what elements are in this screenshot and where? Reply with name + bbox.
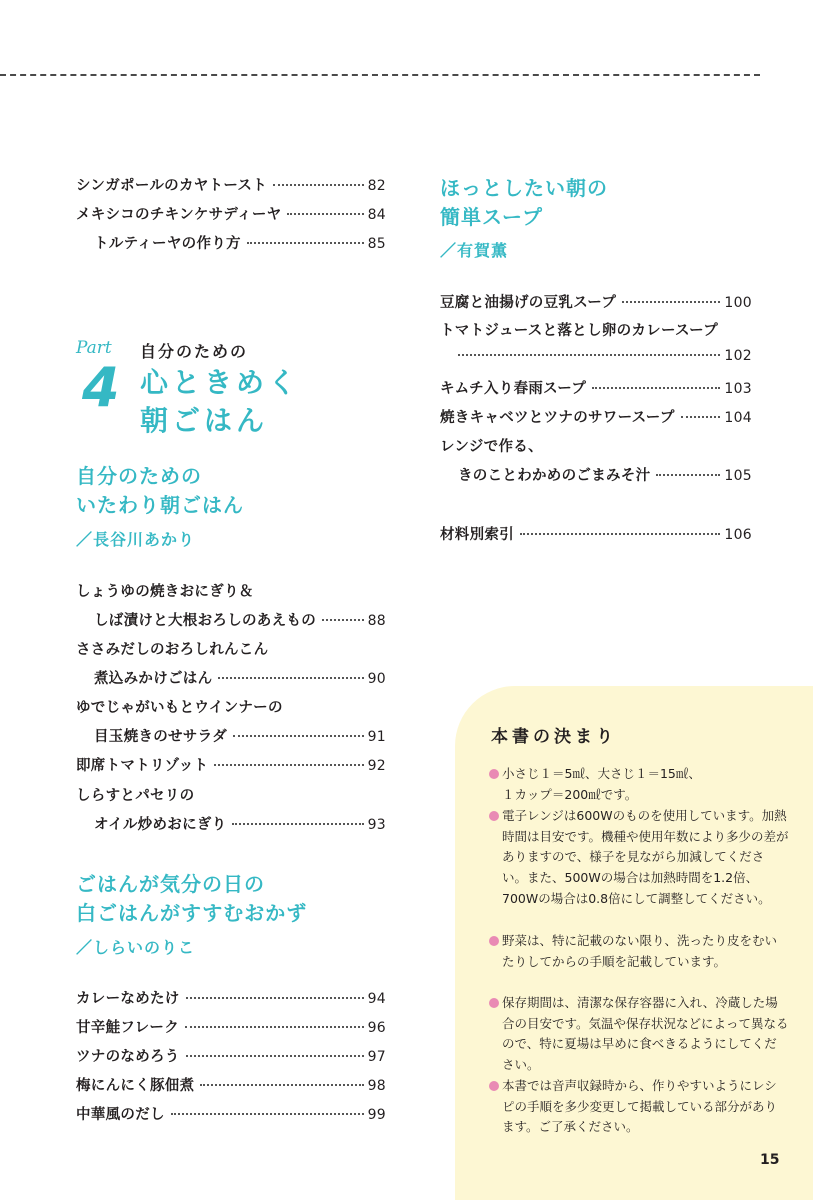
toc-entry-line1: しょうゆの焼きおにぎり＆ xyxy=(76,584,254,600)
toc-entry[interactable]: 中華風のだし 99 xyxy=(76,1107,386,1123)
page-number: 15 xyxy=(760,1152,780,1168)
toc-entry[interactable]: 甘辛鮭フレーク 96 xyxy=(76,1020,386,1036)
part-number: 4 xyxy=(82,356,120,419)
notes-title: 本書の決まり xyxy=(491,727,617,747)
bullet-icon xyxy=(489,936,499,946)
bullet-icon xyxy=(489,811,499,821)
toc-entry[interactable]: 102 xyxy=(458,348,752,364)
toc-entry-line1: しらすとパセリの xyxy=(76,788,195,804)
toc-entry[interactable]: ツナのなめろう 97 xyxy=(76,1049,386,1065)
section-author: ／しらいのりこ xyxy=(76,938,196,957)
section-title: 自分のための いたわり朝ごはん xyxy=(76,464,244,517)
toc-entry[interactable]: 煮込みかけごはん 90 xyxy=(94,671,386,687)
toc-entry[interactable]: 豆腐と油揚げの豆乳スープ 100 xyxy=(440,295,752,311)
toc-entry[interactable]: シンガポールのカヤトースト 82 xyxy=(76,178,386,194)
top-dashed-rule xyxy=(0,74,760,76)
note-item: 小さじ１＝5㎖、大さじ１＝15㎖、 １カップ＝200㎖です。 xyxy=(489,764,789,805)
note-item: 保存期間は、清潔な保存容器に入れ、冷蔵した場合の目安です。気温や保存状況などによって異なるので、特に夏場は早めに食べきるようにしてください。 xyxy=(489,993,789,1076)
note-item: 本書では音声収録時から、作りやすいようにレシピの手順を多少変更して掲載している部分があります。ご了承ください。 xyxy=(489,1076,789,1138)
bullet-icon xyxy=(489,1081,499,1091)
toc-entry[interactable]: 即席トマトリゾット 92 xyxy=(76,758,386,774)
section-author: ／有賀薫 xyxy=(440,241,509,260)
toc-entry[interactable]: 梅にんにく豚佃煮 98 xyxy=(76,1078,386,1094)
notes-box xyxy=(455,686,813,1200)
toc-entry[interactable]: 目玉焼きのせサラダ 91 xyxy=(94,729,386,745)
toc-entry-index[interactable]: 材料別索引 106 xyxy=(440,527,752,543)
bullet-icon xyxy=(489,769,499,779)
toc-entry[interactable]: 焼きキャベツとツナのサワースープ 104 xyxy=(440,410,752,426)
toc-entry[interactable]: きのことわかめのごまみそ汁 105 xyxy=(458,468,752,484)
part-subtitle: 自分のための xyxy=(140,342,249,361)
bullet-icon xyxy=(489,998,499,1008)
toc-entry-line1: トマトジュースと落とし卵のカレースープ xyxy=(440,323,719,339)
toc-entry-line1: ささみだしのおろしれんこん xyxy=(76,642,269,658)
toc-entry-line1: レンジで作る、 xyxy=(440,439,543,455)
toc-entry[interactable]: キムチ入り春雨スープ 103 xyxy=(440,381,752,397)
toc-entry[interactable]: オイル炒めおにぎり 93 xyxy=(94,817,386,833)
note-item: 電子レンジは600Wのものを使用しています。加熱時間は目安です。機種や使用年数により多少の差がありますので、様子を見ながら加減してください。また、500Wの場合は加熱時間を1.2倍、700Wの場合は0.8倍にして調整してください。 xyxy=(489,806,789,910)
part-title: 心ときめく 朝ごはん xyxy=(140,366,301,437)
toc-entry[interactable]: しば漬けと大根おろしのあえもの 88 xyxy=(94,613,386,629)
section-title: ほっとしたい朝の 簡単スープ xyxy=(440,176,608,229)
toc-entry[interactable]: トルティーヤの作り方 85 xyxy=(94,236,386,252)
note-item: 野菜は、特に記載のない限り、洗ったり皮をむいたりしてからの手順を記載しています。 xyxy=(489,931,789,972)
toc-entry-line1: ゆでじゃがいもとウインナーの xyxy=(76,700,283,716)
section-title: ごはんが気分の日の 白ごはんがすすむおかず xyxy=(76,872,308,925)
part-label: Part xyxy=(76,338,112,358)
toc-entry[interactable]: メキシコのチキンケサディーヤ 84 xyxy=(76,207,386,223)
toc-entry[interactable]: カレーなめたけ 94 xyxy=(76,991,386,1007)
section-author: ／長谷川あかり xyxy=(76,530,196,549)
